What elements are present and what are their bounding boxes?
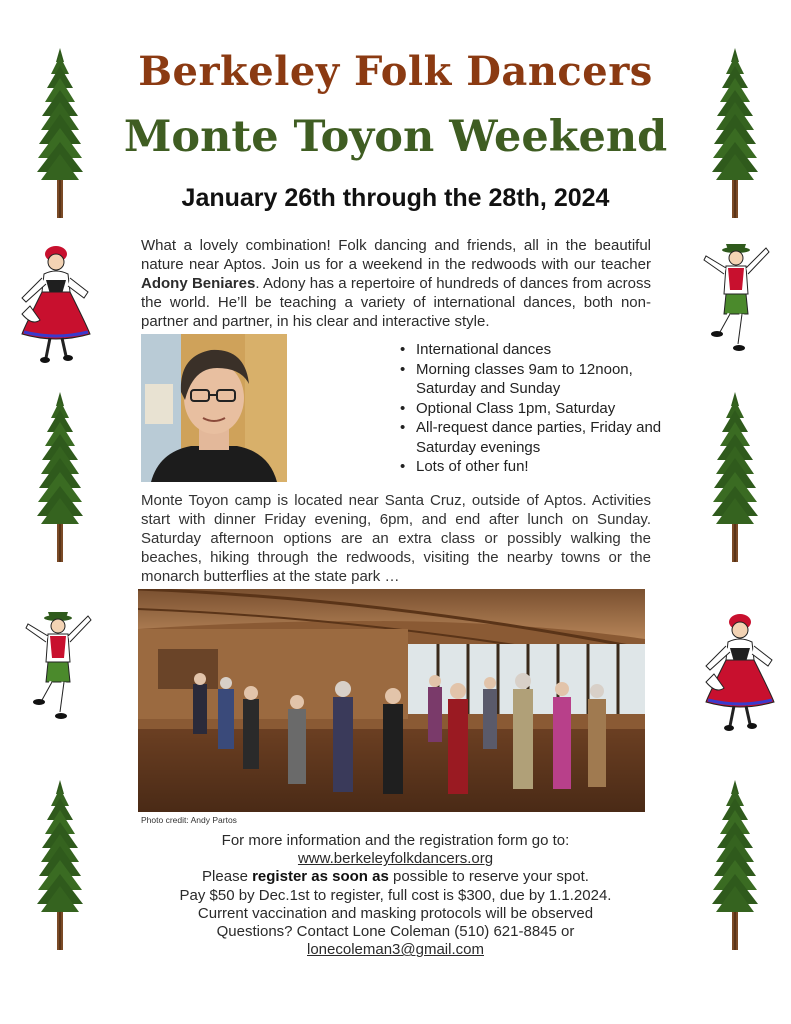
woman-dancer-icon [16, 236, 96, 366]
list-item: • Morning classes 9am to 12noon, Saturday and Sunday [394, 360, 664, 399]
event-title: Monte Toyon Weekend [123, 112, 668, 162]
register-pre: Please [202, 868, 253, 886]
intro-text-start: What a lovely combination! Folk dancing and friends, all in the beautiful nature near Aptos. Join us for a weekend in the redwoods with our teacher [141, 237, 651, 273]
intro-text-end: . Adony has a repertoire of hundreds of dances from across the world. He’ll be teaching a variety of international dances, both non-partner and partner, in his clear and interactive style. [141, 275, 651, 330]
event-dates: January 26th through the 28th, 2024 [181, 184, 610, 212]
list-item: • International dances [394, 340, 664, 360]
list-item: • Lots of other fun! [394, 457, 664, 477]
list-item: • Optional Class 1pm, Saturday [394, 399, 664, 419]
man-dancer-icon [18, 604, 98, 734]
registration-info [100, 832, 691, 959]
payment-line: Pay $50 by Dec.1st to register, full cost is $300, due by 1.1.2024. [179, 886, 612, 904]
woman-dancer-icon [700, 604, 780, 734]
teacher-photo [141, 334, 287, 482]
dance-hall-photo [138, 589, 645, 812]
email-link[interactable]: lonecoleman3@gmail.com [307, 941, 484, 959]
list-item: • All-request dance parties, Friday and Saturday evenings [394, 418, 664, 457]
page-title: Berkeley Folk Dancers [138, 48, 653, 95]
register-line [100, 868, 691, 886]
teacher-name: Adony Beniares [141, 275, 256, 292]
contact-line: Questions? Contact Lone Coleman (510) 621-8845 or [216, 923, 575, 941]
redwood-tree-icon [710, 392, 760, 564]
register-post: possible to reserve your spot. [388, 868, 589, 886]
photo-credit: Photo credit: Andy Partos [141, 815, 237, 825]
website-link[interactable]: www.berkeleyfolkdancers.org [297, 850, 494, 868]
camp-paragraph: Monte Toyon camp is located near Santa Cruz, outside of Aptos. Activities start with dinner Friday evening, 6pm, and end after lunch on Sunday. Saturday afternoon options are an extra class or possibly walking the beaches, hiking through the redwoods, visiting the nearby towns or the monarch butterflies at the state park … [141, 492, 651, 585]
highlights-list [394, 340, 664, 477]
vaccination-line: Current vaccination and masking protocols will be observed [197, 904, 594, 922]
man-dancer-icon [696, 236, 776, 366]
info-line: For more information and the registration form go to: [221, 832, 570, 849]
redwood-tree-icon [35, 392, 85, 564]
redwood-tree-icon [710, 780, 760, 952]
register-emphasis: register as soon as [252, 868, 389, 886]
redwood-tree-icon [35, 780, 85, 952]
intro-paragraph [141, 236, 651, 331]
